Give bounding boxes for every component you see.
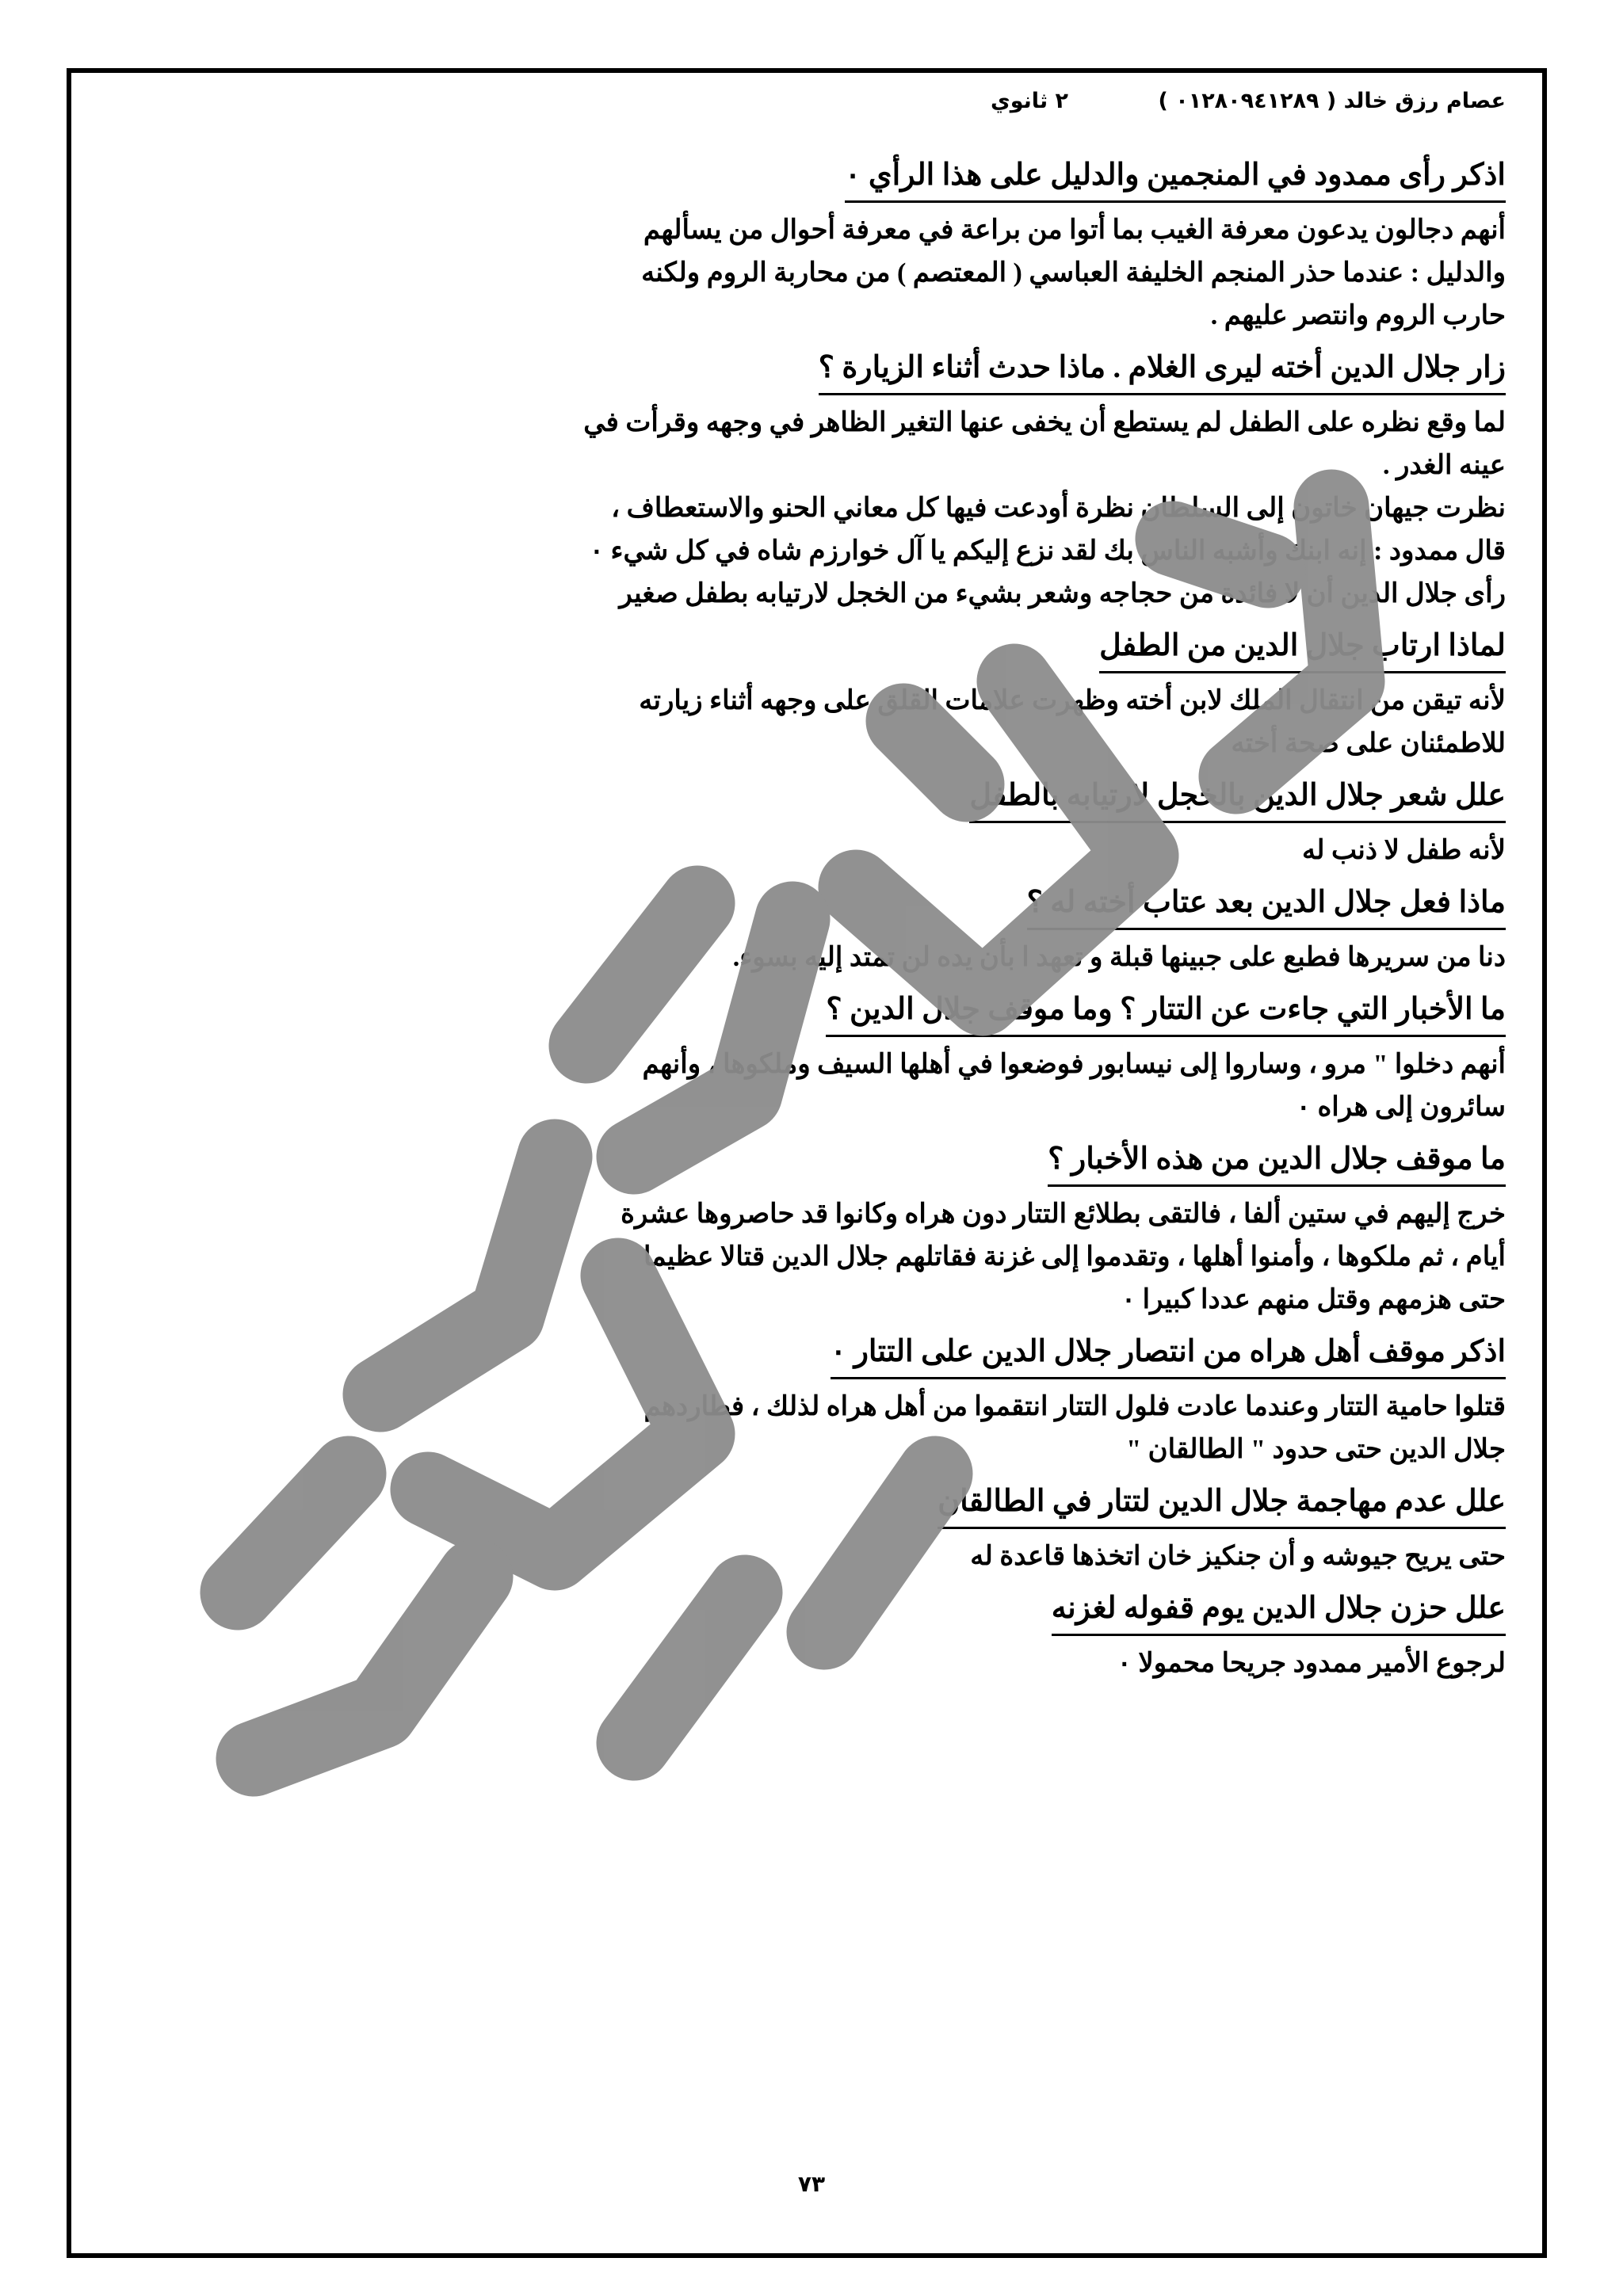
answer-line: جلال الدين حتى حدود " الطالقان " xyxy=(1126,1435,1506,1464)
answer-line: قتلوا حامية التتار وعندما عادت فلول التتار انتقموا من أهل هراه لذلك ، فطاردهم xyxy=(643,1392,1506,1421)
answer-line: والدليل : عندما حذر المنجم الخليفة العباسي ( المعتصم ) من محاربة الروم ولكنه xyxy=(641,258,1506,288)
author-info: عصام رزق خالد ( ٠١٢٨٠٩٤١٢٨٩ ) xyxy=(1158,89,1506,113)
question-heading xyxy=(79,987,1506,1037)
answer-line: لما وقع نظره على الطفل لم يستطع أن يخفى عنها التغير الظاهر في وجهه وقرأت في xyxy=(583,408,1506,437)
answer-line: أيام ، ثم ملكوها ، وأمنوا أهلها ، وتقدموا إلى غزنة فقاتلهم جلال الدين قتالا عظيما xyxy=(643,1242,1506,1272)
question-text: اذكر موقف أهل هراه من انتصار جلال الدين على التتار ٠ xyxy=(831,1329,1506,1379)
answer-line: لرجوع الأمير ممدود جريحا محمولا ٠ xyxy=(1117,1649,1506,1678)
question-heading xyxy=(79,345,1506,395)
question-text: اذكر رأى ممدود في المنجمين والدليل على هذا الرأي ٠ xyxy=(845,153,1506,203)
answer-line: لأنه تيقن من انتقال الملك لابن أخته وظهرت علامات القلق على وجهه أثناء زيارته xyxy=(639,686,1506,715)
question-heading xyxy=(79,624,1506,673)
answer-block xyxy=(79,402,1506,616)
answer-line: حتى يريح جيوشه و أن جنكيز خان اتخذها قاعدة له xyxy=(970,1542,1506,1571)
question-text: علل عدم مهاجمة جلال الدين لتتار في الطالقان xyxy=(938,1479,1506,1529)
question-text: علل حزن جلال الدين يوم قفوله لغزنه xyxy=(1052,1586,1506,1636)
answer-line: رأى جلال الدين أن لا فائدة من حجاجه وشعر بشيء من الخجل لارتيابه بطفل صغير xyxy=(619,579,1506,608)
page-number: ٧٣ xyxy=(797,2171,826,2197)
answer-line: حارب الروم وانتصر عليهم . xyxy=(1210,301,1506,330)
answer-block xyxy=(79,1043,1506,1129)
answer-line: للاطمئنان على صحة أخته xyxy=(1231,729,1506,758)
answer-block xyxy=(79,1535,1506,1578)
question-heading xyxy=(79,1479,1506,1529)
document-body xyxy=(79,147,1506,1693)
answer-line: أنهم دخلوا " مرو ، وساروا إلى نيسابور فوضعوا في أهلها السيف وملكوها ، وأنهم xyxy=(642,1050,1506,1079)
answer-line: حتى هزمهم وقتل منهم عددا كبيرا ٠ xyxy=(1121,1285,1506,1314)
answer-block xyxy=(79,1193,1506,1322)
answer-block xyxy=(79,209,1506,338)
answer-block xyxy=(79,680,1506,765)
answer-line: قال ممدود : إنه ابنك وأشبه الناس بك لقد نزع إليكم يا آل خوارزم شاه في كل شيء ٠ xyxy=(589,536,1506,566)
question-text: ما موقف جلال الدين من هذه الأخبار ؟ xyxy=(1048,1137,1506,1187)
question-heading xyxy=(79,1329,1506,1379)
question-heading xyxy=(79,880,1506,930)
question-text: زار جلال الدين أخته ليرى الغلام . ماذا حدث أثناء الزيارة ؟ xyxy=(819,345,1506,395)
question-heading xyxy=(79,773,1506,823)
question-heading xyxy=(79,1137,1506,1187)
answer-block xyxy=(79,1642,1506,1685)
question-text: ماذا فعل جلال الدين بعد عتاب أخته له ؟ xyxy=(1027,880,1506,930)
answer-line: عينه الغدر . xyxy=(1382,451,1506,480)
answer-line: دنا من سريرها فطبع على جبينها قبلة و تعهد ا بأن يده لن تمتد إليه بسوء. xyxy=(732,943,1506,972)
answer-block xyxy=(79,1386,1506,1471)
question-heading xyxy=(79,1586,1506,1636)
answer-block xyxy=(79,830,1506,872)
grade-label: ٢ ثانوي xyxy=(991,89,1068,113)
answer-block xyxy=(79,936,1506,979)
answer-line: خرج إليهم في ستين ألفا ، فالتقى بطلائع التتار دون هراه وكانوا قد حاصروها عشرة xyxy=(621,1199,1506,1229)
page-header xyxy=(79,89,1506,128)
question-heading xyxy=(79,153,1506,203)
question-text: ما الأخبار التي جاءت عن التتار ؟ وما موقف جلال الدين ؟ xyxy=(826,987,1506,1037)
answer-line: لأنه طفل لا ذنب له xyxy=(1301,836,1506,865)
answer-line: أنهم دجالون يدعون معرفة الغيب بما أتوا من براعة في معرفة أحوال من يسألهم xyxy=(643,215,1506,245)
question-text: لماذا ارتاب جلال الدين من الطفل xyxy=(1099,624,1506,673)
answer-line: نظرت جيهان خاتون إلى السلطان نظرة أودعت فيها كل معاني الحنو والاستعطاف ، xyxy=(611,494,1506,523)
question-text: علل شعر جلال الدين بالخجل لارتيابه بالطفل xyxy=(969,773,1506,823)
answer-line: سائرون إلى هراه ٠ xyxy=(1296,1093,1506,1122)
